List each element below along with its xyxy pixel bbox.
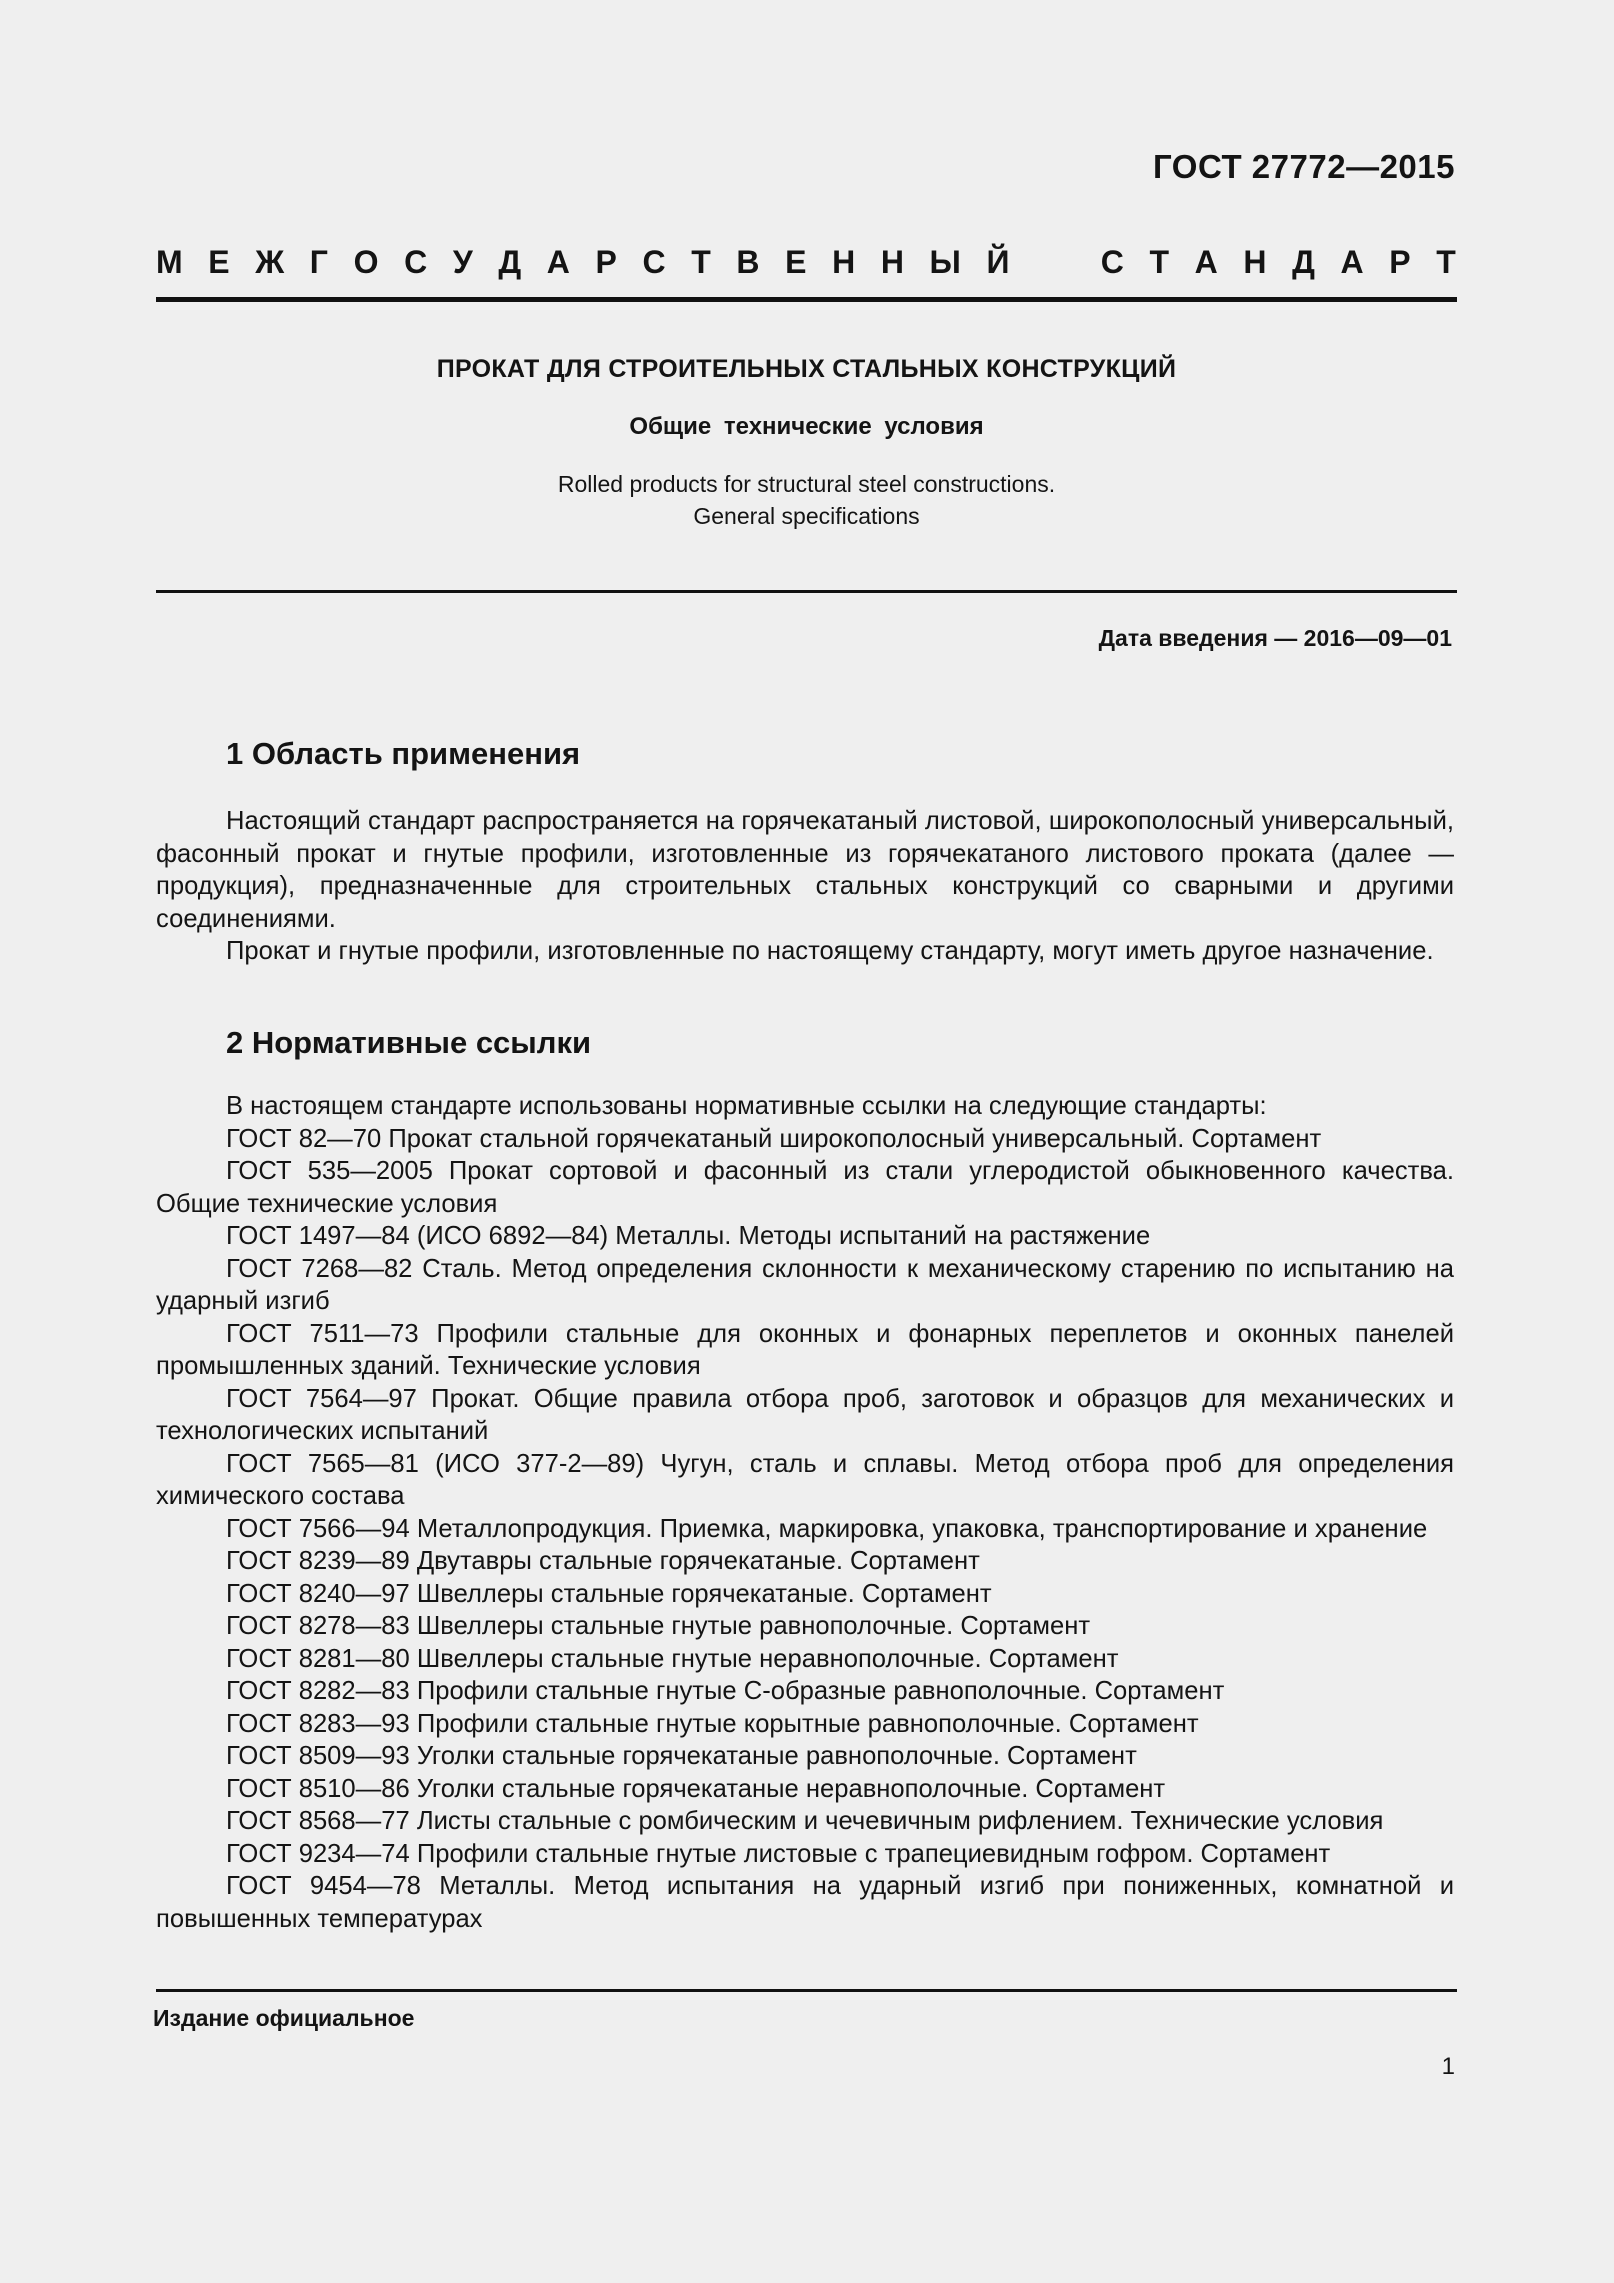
references-list [156, 1090, 1454, 1935]
category-letter: А [546, 244, 570, 280]
category-letter: Ж [255, 244, 285, 280]
top-divider [156, 297, 1457, 302]
category-letter: С [1100, 244, 1124, 280]
reference-item: ГОСТ 7511—73 Профили стальные для оконных и фонарных переплетов и оконных панелей промышленных зданий. Технические условия [156, 1319, 1454, 1380]
category-letter: А [1340, 244, 1364, 280]
word-gap [1035, 244, 1075, 281]
reference-item: ГОСТ 8239—89 Двутавры стальные горячекатаные. Сортамент [226, 1547, 980, 1575]
category-letter: О [353, 244, 379, 280]
reference-item: ГОСТ 8509—93 Уголки стальные горячекатаные равнополочные. Сортамент [226, 1742, 1137, 1770]
standard-name: ПРОКАТ ДЛЯ СТРОИТЕЛЬНЫХ СТАЛЬНЫХ КОНСТРУКЦИЙ [436, 355, 1177, 383]
category-letter: У [452, 244, 473, 280]
category-letter: Н [1243, 244, 1267, 280]
page-number: 1 [1441, 2053, 1455, 2080]
document-number: ГОСТ 27772—2015 [1153, 148, 1455, 185]
reference-item: ГОСТ 8510—86 Уголки стальные горячекатаные неравнополочные. Сортамент [226, 1774, 1166, 1803]
section2-heading: 2 Нормативные ссылки [226, 1025, 592, 1060]
category-letter: Н [832, 244, 856, 280]
edition-note: Издание официальное [153, 2005, 415, 2031]
category-letter: Р [1389, 244, 1411, 280]
reference-item: ГОСТ 9454—78 Металлы. Метод испытания на ударный изгиб при пониженных, комнатной и повышенных температурах [156, 1872, 1454, 1933]
introduction-date: Дата введения — 2016—09—01 [1098, 625, 1452, 651]
reference-item: ГОСТ 8240—97 Швеллеры стальные горячекатаные. Сортамент [226, 1579, 992, 1608]
reference-item: ГОСТ 8283—93 Профили стальные гнутые корытные равнополочные. Сортамент [226, 1709, 1199, 1738]
reference-item: ГОСТ 8278—83 Швеллеры стальные гнутые равнополочные. Сортамент [226, 1612, 1091, 1640]
standard-subtitle: Общие технические условия [629, 413, 984, 440]
category-letter: Р [595, 244, 617, 280]
reference-item: ГОСТ 535—2005 Прокат сортовой и фасонный из стали углеродистой обыкновенного качества. Общие технические условия [156, 1157, 1454, 1218]
reference-item: ГОСТ 7566—94 Металлопродукция. Приемка, маркировка, упаковка, транспортирование и хранение [226, 1514, 1428, 1543]
reference-item: ГОСТ 8281—80 Швеллеры стальные гнутые неравнополочные. Сортамент [226, 1644, 1119, 1673]
footer-divider [156, 1989, 1457, 1992]
section1-paragraph: Прокат и гнутые профили, изготовленные по настоящему стандарту, могут иметь другое назначение. [226, 937, 1434, 965]
category-letter: А [1194, 244, 1218, 280]
standard-category [156, 244, 1456, 281]
category-letter: Т [1436, 244, 1456, 280]
section1-paragraph: Настоящий стандарт распространяется на горячекатаный листовой, широкополосный универсальный, фасонный прокат и гнутые профили, изготовленные из горячекатаного листового проката (далее — продукция), предназначенные для строительных стальных конструкций со сварными и другими соединениями. [156, 807, 1454, 933]
reference-item: ГОСТ 8568—77 Листы стальные с ромбическим и чечевичным рифлением. Технические условия [226, 1807, 1384, 1835]
category-letter: С [404, 244, 428, 280]
category-letter: Т [691, 244, 711, 280]
reference-item: ГОСТ 7268—82 Сталь. Метод определения склонности к механическому старению по испытанию на ударный изгиб [156, 1254, 1454, 1315]
reference-item: ГОСТ 7565—81 (ИСО 377-2—89) Чугун, сталь и сплавы. Метод отбора проб для определения химического состава [156, 1449, 1454, 1510]
category-letter: Е [208, 244, 230, 280]
english-title-line1: Rolled products for structural steel constructions. [557, 471, 1056, 497]
reference-item: ГОСТ 1497—84 (ИСО 6892—84) Металлы. Методы испытаний на растяжение [226, 1222, 1151, 1250]
category-letter: Д [498, 244, 522, 280]
category-letter: Т [1149, 244, 1170, 280]
reference-item: ГОСТ 9234—74 Профили стальные гнутые листовые с трапециевидным гофром. Сортамент [226, 1839, 1331, 1868]
category-letter: Й [986, 244, 1010, 280]
category-letter: Н [880, 244, 904, 280]
section1-heading: 1 Область применения [226, 736, 581, 771]
references-intro: В настоящем стандарте использованы нормативные ссылки на следующие стандарты: [226, 1092, 1267, 1120]
reference-item: ГОСТ 82—70 Прокат стальной горячекатаный широкополосный универсальный. Сортамент [226, 1124, 1322, 1153]
reference-item: ГОСТ 7564—97 Прокат. Общие правила отбора проб, заготовок и образцов для механических и технологических испытаний [156, 1384, 1454, 1445]
category-letter: М [156, 244, 183, 280]
category-letter: Е [785, 244, 807, 280]
category-letter: Д [1292, 244, 1315, 280]
english-title-line2: General specifications [693, 503, 920, 529]
category-letter: Ы [929, 244, 961, 280]
reference-item: ГОСТ 8282—83 Профили стальные гнутые С-образные равнополочные. Сортамент [226, 1677, 1225, 1705]
title-divider [156, 590, 1457, 593]
category-letter: Г [309, 244, 328, 280]
category-letter: В [736, 244, 760, 280]
section1-body [156, 805, 1454, 968]
category-letter: С [642, 244, 666, 280]
